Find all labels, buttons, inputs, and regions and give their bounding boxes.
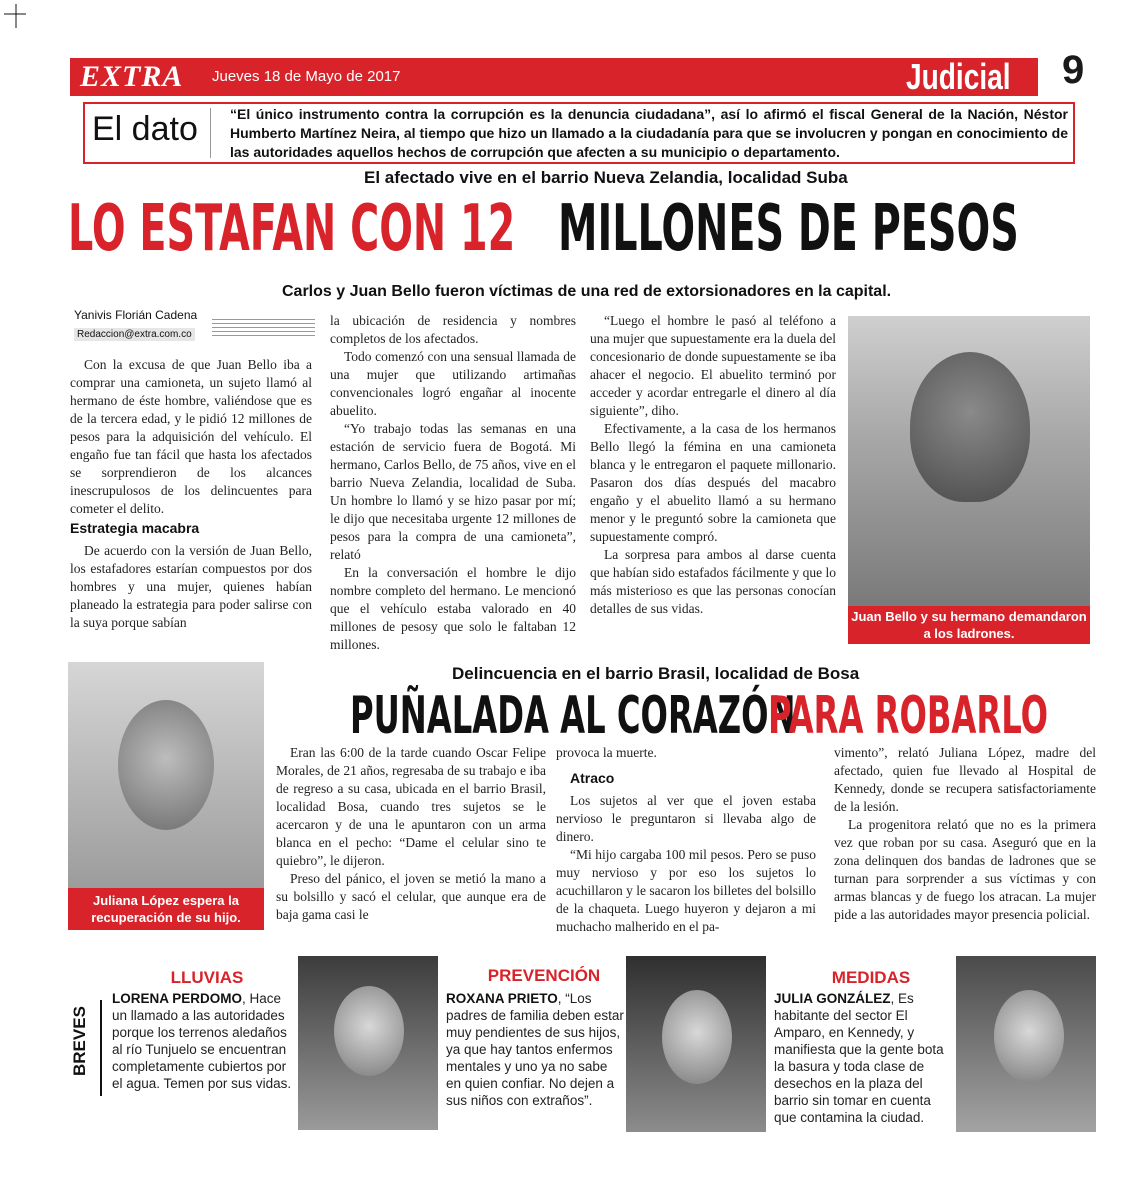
- breves-label: BREVES: [70, 1006, 89, 1076]
- breve-heading: MEDIDAS: [831, 968, 911, 987]
- breve-name: LORENA PERDOMO: [112, 991, 243, 1006]
- section-title: Judicial: [906, 56, 1011, 97]
- issue-date: Jueves 18 de Mayo de 2017: [212, 68, 401, 85]
- breve-text: [112, 990, 292, 1092]
- breve-photo: [956, 956, 1096, 1132]
- el-dato-label: El dato: [92, 110, 198, 148]
- story1-subhead: Estrategia macabra: [70, 520, 200, 536]
- story1-photo-caption: Juan Bello y su hermano demandaron a los ladrones.: [848, 606, 1090, 644]
- story1-headline-black: MILLONES DE PESOS: [558, 192, 1019, 266]
- paragraph: “Mi hijo cargaba 100 mil pesos. Pero se puso muy nervioso y por eso los sujetos lo acuchillaron y le sacaron los billetes del bolsillo de la chaqueta. Luego huyeron y dejaron a mi muchacho malherido en el pa-: [556, 847, 816, 934]
- story1-column-1-continued: [70, 542, 312, 632]
- story1-kicker: El afectado vive en el barrio Nueva Zelandia, localidad Suba: [364, 168, 848, 187]
- crop-mark: [4, 4, 26, 28]
- breve-name: JULIA GONZÁLEZ: [774, 991, 891, 1006]
- story2-photo-caption: Juliana López espera la recuperación de su hijo.: [68, 888, 264, 930]
- story2-kicker: Delincuencia en el barrio Brasil, localidad de Bosa: [452, 664, 860, 683]
- paragraph: vimento”, relató Juliana López, madre del afectado, quien fue llevado al Hospital de Kennedy, donde se recupera satisfactoriamente de la lesión.: [834, 745, 1096, 814]
- paragraph: La sorpresa para ambos al darse cuenta que habían sido estafados fácilmente y que lo más misterioso es que las personas conocían detalles de sus vidas.: [590, 547, 836, 616]
- breve-body: , Es habitante del sector El Amparo, en Kennedy, y manifiesta que la gente bota la basura y toda clase de desechos en la plaza del barrio sin tomar en cuenta que contamina la ciudad.: [774, 991, 944, 1125]
- person-portrait-icon: [334, 986, 404, 1076]
- paragraph: la ubicación de residencia y nombres completos de los afectados.: [330, 313, 576, 346]
- breve-heading: PREVENCIÓN: [487, 966, 601, 985]
- paragraph: “Yo trabajo todas las semanas en una estación de servicio fuera de Bogotá. Mi hermano, Carlos Bello, de 75 años, vive en el barrio Nueva Zelandia, localidad de Suba. Un hombre lo llamó y se hizo pasar por mí; le dijo que necesitaba urgente 12 millones de pesos para la compra de una camioneta”, relató: [330, 421, 576, 562]
- paragraph: Eran las 6:00 de la tarde cuando Oscar Felipe Morales, de 21 años, regresaba de su trabajo e iba de regreso a su casa, ubicada en el barrio Brasil, localidad Bosa, cuando tres sujetos se le acercaron y de una le apuntaron con un arma blanca en el pecho: “Dame el celular sino te quiebro”, le dijeron.: [276, 745, 546, 868]
- paragraph: provoca la muerte.: [556, 745, 657, 760]
- el-dato-quote: “El único instrumento contra la corrupción es la denuncia ciudadana”, así lo afirmó el fiscal General de la Nación, Néstor Humberto Martínez Neira, al tiempo que hizo un llamado a la ciudadanía para que se involucren y pongan en conocimiento de las autoridades aquellos hechos de corrupción que afecten a su municipio o departamento.: [230, 106, 1068, 160]
- paragraph: Los sujetos al ver que el joven estaba nervioso le preguntaron si llevaba algo de dinero.: [556, 793, 816, 844]
- breve-photo: [298, 956, 438, 1130]
- breves-rule: [100, 1000, 102, 1096]
- breve-photo: [626, 956, 766, 1132]
- breve-body: , “Los padres de familia deben estar muy pendientes de sus hijos, ya que hay tantos enfermos mentales y uno ya no sabe en quien confiar. No dejen a sus niños con extraños”.: [446, 991, 624, 1108]
- story2-column-1: [276, 744, 546, 924]
- story2-column-3: [834, 744, 1096, 924]
- page-number: 9: [1062, 48, 1085, 92]
- paragraph: Todo comenzó con una sensual llamada de una mujer que utilizando artimañas convencionales logró engañar al inocente abuelito.: [330, 349, 576, 418]
- el-dato-divider: [210, 108, 211, 158]
- person-portrait-icon: [662, 990, 732, 1084]
- breve-text: [446, 990, 626, 1109]
- story1-column-2: [330, 312, 576, 654]
- story2-headline-black: PUÑALADA AL CORAZÓN: [350, 686, 796, 746]
- breve-text: [774, 990, 952, 1126]
- story1-column-3: [590, 312, 836, 618]
- story2-column-2: [556, 744, 816, 762]
- story2-subhead: Atraco: [570, 770, 615, 786]
- woman-portrait-icon: [118, 700, 214, 830]
- story1-column-1: [70, 356, 312, 518]
- paragraph: De acuerdo con la versión de Juan Bello, los estafadores estarían compuestos por dos hombres y una mujer, quienes habían planeado la estrategia para poder salirse con la suya porque sabían: [70, 543, 312, 630]
- story1-byline: Yanivis Florián Cadena: [74, 308, 198, 322]
- man-portrait-icon: [910, 352, 1030, 502]
- paragraph: “Luego el hombre le pasó al teléfono a una mujer que supuestamente era la duela del concesionario de donde supuestamente se iba ahacer el negocio. El abuelito terminó por acceder y acordar entregarle el dinero al día siguiente”, diho.: [590, 313, 836, 418]
- paragraph: La progenitora relató que no es la primera vez que roban por su casa. Aseguró que en la zona delinquen dos bandas de ladrones que se turnan para sorprender a sus víctimas y con armas blancas y de fuego los atracan. La mujer pide a las autoridades mayor presencia policial.: [834, 817, 1096, 922]
- story2-headline-red: PARA ROBARLO: [768, 686, 1049, 746]
- paragraph: Efectivamente, a la casa de los hermanos Bello llegó la fémina en una camioneta blanca y le entregaron el paquete millonario. Pasaron dos días después del macabro engaño y el abuelito llamó a su hermano menor y le preguntó sobre la camioneta que supuestamente compró.: [590, 421, 836, 544]
- story2-column-2-continued: [556, 792, 816, 936]
- story1-subheadline: Carlos y Juan Bello fueron víctimas de una red de extorsionadores en la capital.: [282, 283, 892, 300]
- byline-rule: [212, 316, 315, 336]
- person-portrait-icon: [994, 990, 1064, 1082]
- story1-headline-red: LO ESTAFAN CON 12: [68, 192, 516, 266]
- newspaper-logo: EXTRA: [80, 60, 184, 93]
- breve-heading: LLUVIAS: [170, 968, 244, 987]
- paragraph: Con la excusa de que Juan Bello iba a comprar una camioneta, un sujeto llamó al hermano de éste hombre, valiéndose que es de la tercera edad, y le pidió 12 millones de pesos para la adquisición del vehículo. El engaño fue tan fácil que hasta los afectados se sorprendieron de los alcances inescrupulosos de los delincuentes para cometer el delito.: [70, 357, 312, 516]
- breve-body: , Hace un llamado a las autoridades porque los terrenos aledaños al río Tunjuelo se encuentran completamente cubiertos por el agua. Temen por sus vidas.: [112, 991, 292, 1091]
- paragraph: En la conversación el hombre le dijo nombre completo del hermano. Le mencionó que el vehículo estaba valorado en 40 millones de pesosy que solo le faltaban 12 millones.: [330, 565, 576, 652]
- story1-email: Redaccion@extra.com.co: [74, 328, 195, 341]
- breve-name: ROXANA PRIETO: [446, 991, 558, 1006]
- paragraph: Preso del pánico, el joven se metió la mano a su bolsillo y sacó el celular, que aunque era de baja gama casi le: [276, 871, 546, 922]
